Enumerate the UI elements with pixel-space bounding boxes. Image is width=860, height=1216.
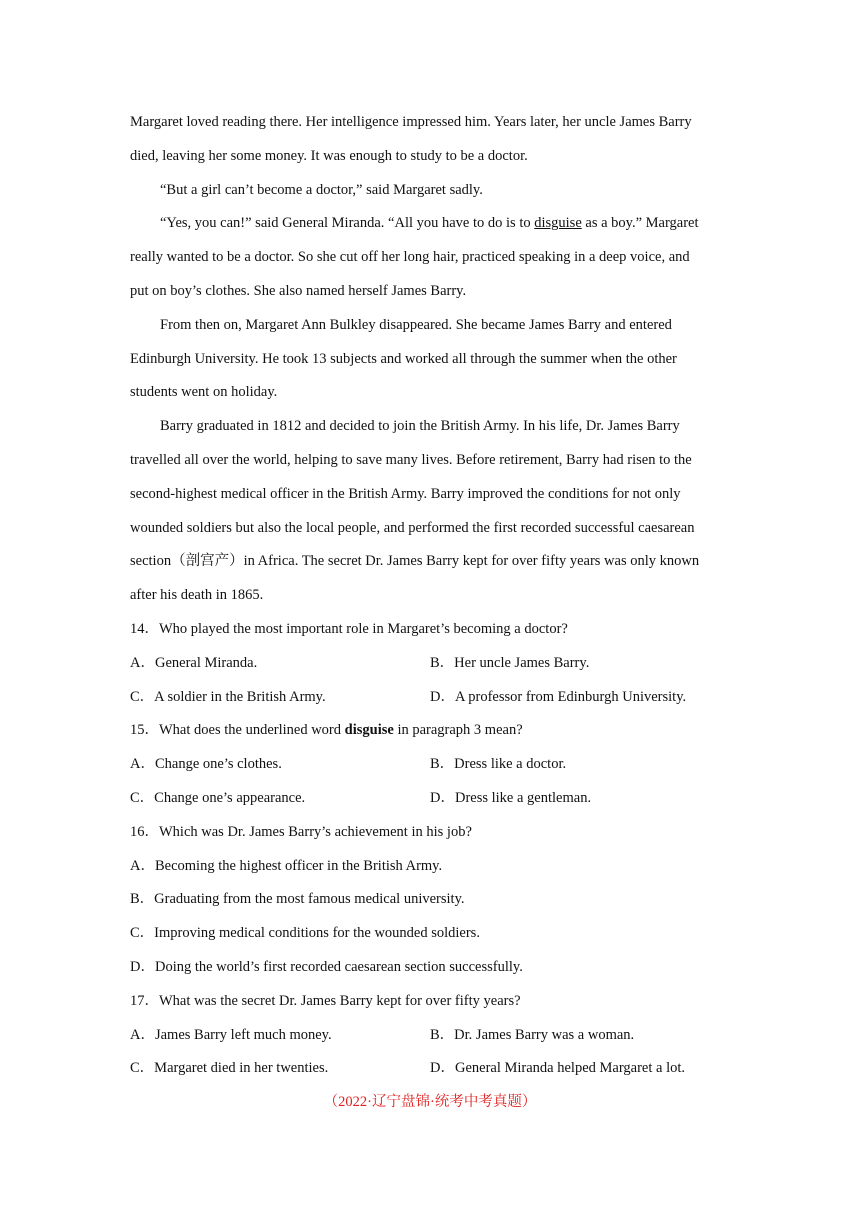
option-d: D．A professor from Edinburgh University. [430,688,687,705]
option-row [130,1056,730,1090]
option-c: C．Change one’s appearance. [130,789,306,806]
option-d: D．General Miranda helped Margaret a lot. [430,1060,685,1077]
option-a: A．Change one’s clothes. [130,756,282,773]
option-row [130,786,730,820]
exam-page [130,110,730,1090]
passage-line: put on boy’s clothes. She also named herself James Barry. [130,282,467,299]
option-b: B．Graduating from the most famous medical university. [130,891,465,908]
option-d: D．Doing the world’s first recorded caesarean section successfully. [130,958,523,975]
passage-line [130,211,730,245]
source-citation: （2022·辽宁盘锦·统考中考真题） [323,1094,537,1110]
option-c: C．Margaret died in her twenties. [130,1060,329,1077]
option-a: A．James Barry left much money. [130,1026,332,1043]
passage-line: travelled all over the world, helping to save many lives. Before retirement, Barry had risen to the [130,451,692,468]
question-stem: 16．Which was Dr. James Barry’s achievement in his job? [130,823,472,840]
passage-line: From then on, Margaret Ann Bulkley disappeared. She became James Barry and entered [160,316,672,333]
passage-line: second-highest medical officer in the British Army. Barry improved the conditions for not only [130,485,681,502]
option-b: B．Dr. James Barry was a woman. [430,1026,635,1043]
passage-line: Edinburgh University. He took 13 subjects and worked all through the summer when the other [130,350,677,367]
option-row [130,685,730,719]
option-a: A．Becoming the highest officer in the British Army. [130,857,443,874]
question-text: in paragraph 3 mean? [393,722,523,739]
option-b: B．Her uncle James Barry. [430,654,590,671]
question-stem: 17．What was the secret Dr. James Barry kept for over fifty years? [130,992,521,1009]
question-text: 15．What does the underlined word [130,722,345,739]
passage-line: students went on holiday. [130,384,278,401]
question-stem [130,718,730,752]
passage-line: Margaret loved reading there. Her intelligence impressed him. Years later, her uncle James Barry [130,114,692,130]
option-b: B．Dress like a doctor. [430,756,567,773]
passage-line: really wanted to be a doctor. So she cut off her long hair, practiced speaking in a deep voice, and [130,249,690,266]
question-stem: 14．Who played the most important role in Margaret’s becoming a doctor? [130,620,568,637]
option-d: D．Dress like a gentleman. [430,789,592,806]
option-c: C．Improving medical conditions for the wounded soldiers. [130,925,480,942]
passage-line: Barry graduated in 1812 and decided to join the British Army. In his life, Dr. James Barry [160,418,680,435]
option-c: C．A soldier in the British Army. [130,688,326,705]
option-a: A．General Miranda. [130,654,258,671]
underlined-word: disguise [534,215,582,232]
passage-line: “But a girl can’t become a doctor,” said Margaret sadly. [160,181,483,198]
bold-word: disguise [344,722,394,739]
option-row [130,651,730,685]
option-row [130,752,730,786]
passage-line: after his death in 1865. [130,587,264,604]
passage-line: section（剖宫产）in Africa. The secret Dr. James Barry kept for over fifty years was only known [130,553,700,570]
passage-line: died, leaving her some money. It was enough to study to be a doctor. [130,147,528,164]
passage-text: “Yes, you can!” said General Miranda. “All you have to do is to [160,215,535,232]
option-row [130,1023,730,1057]
passage-text: as a boy.” Margaret [581,215,699,232]
passage-line: wounded soldiers but also the local people, and performed the first recorded successful caesarean [130,519,695,536]
